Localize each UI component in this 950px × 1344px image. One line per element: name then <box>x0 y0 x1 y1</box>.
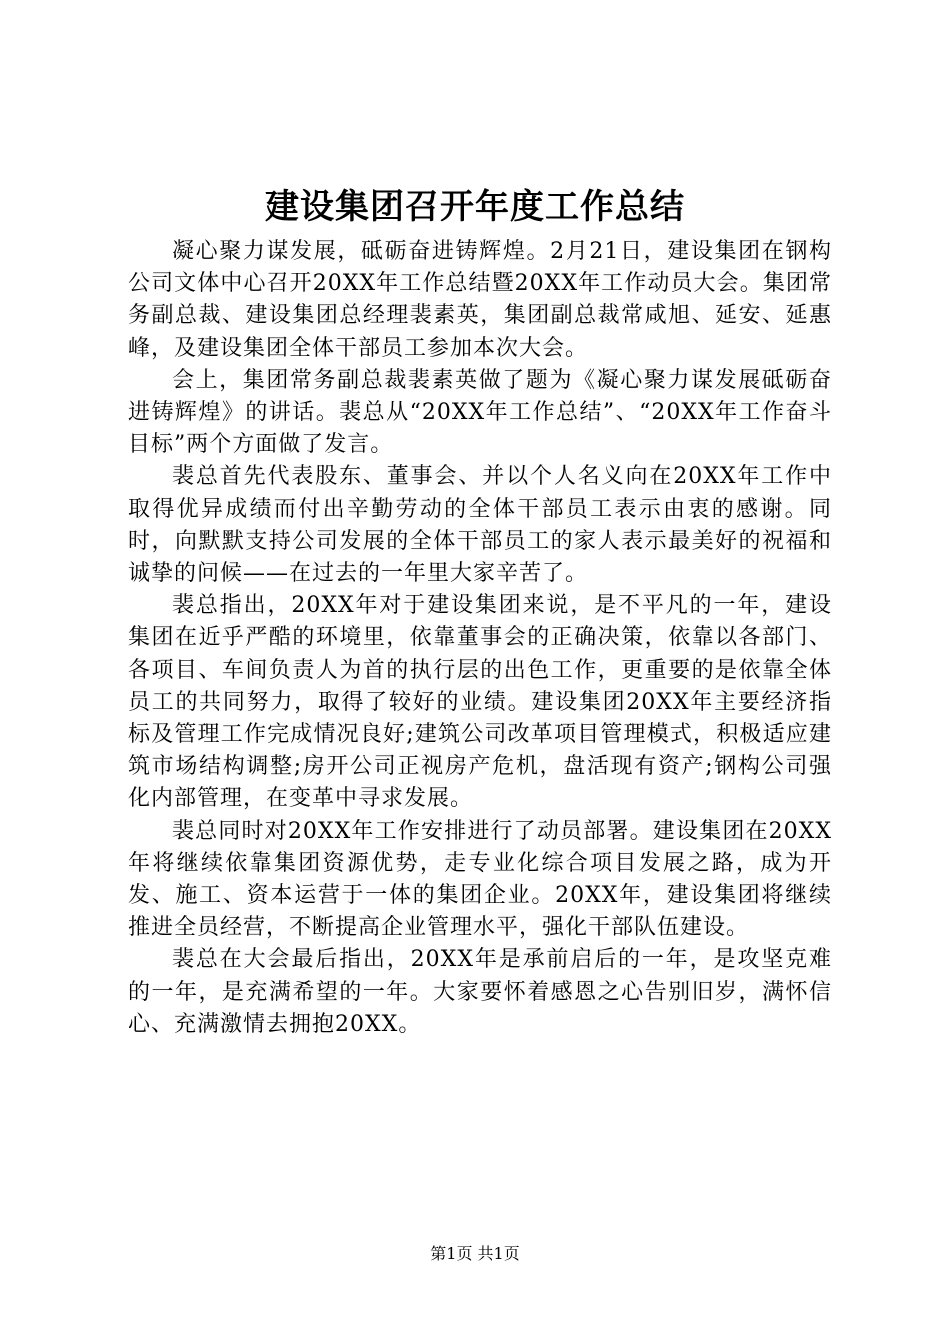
document-body <box>128 236 832 1041</box>
document-title: 建设集团召开年度工作总结 <box>265 187 685 227</box>
page-footer: 第1页 共1页 <box>430 1244 520 1263</box>
paragraph-3: 裴总首先代表股东、董事会、并以个人名义向在20XX年工作中取得优异成绩而付出辛勤劳动的全体干部员工表示由衷的感谢。同时，向默默支持公司发展的全体干部员工的家人表示最美好的祝福和诚挚的问候——在过去的一年里大家辛苦了。 <box>128 464 832 587</box>
paragraph-6: 裴总在大会最后指出，20XX年是承前启后的一年，是攻坚克难的一年，是充满希望的一年。大家要怀着感恩之心告别旧岁，满怀信心、充满激情去拥抱20XX。 <box>128 947 832 1037</box>
paragraph-5: 裴总同时对20XX年工作安排进行了动员部署。建设集团在20XX年将继续依靠集团资源优势，走专业化综合项目发展之路，成为开发、施工、资本运营于一体的集团企业。20XX年，建设集团将继续推进全员经营，不断提高企业管理水平，强化干部队伍建设。 <box>128 818 832 941</box>
paragraph-2: 会上，集团常务副总裁裴素英做了题为《凝心聚力谋发展砥砺奋进铸辉煌》的讲话。裴总从“20XX年工作总结”、“20XX年工作奋斗目标”两个方面做了发言。 <box>128 367 832 458</box>
paragraph-1: 凝心聚力谋发展，砥砺奋进铸辉煌。2月21日，建设集团在钢构公司文体中心召开20XX年工作总结暨20XX年工作动员大会。集团常务副总裁、建设集团总经理裴素英，集团副总裁常咸旭、延安、延惠峰，及建设集团全体干部员工参加本次大会。 <box>128 239 832 361</box>
paragraph-4: 裴总指出，20XX年对于建设集团来说，是不平凡的一年，建设集团在近乎严酷的环境里，依靠董事会的正确决策，依靠以各部门、各项目、车间负责人为首的执行层的出色工作，更重要的是依靠全体员工的共同努力，取得了较好的业绩。建设集团20XX年主要经济指标及管理工作完成情况良好;建筑公司改革项目管理模式，积极适应建筑市场结构调整;房开公司正视房产危机，盘活现有资产;钢构公司强化内部管理，在变革中寻求发展。 <box>128 593 832 812</box>
